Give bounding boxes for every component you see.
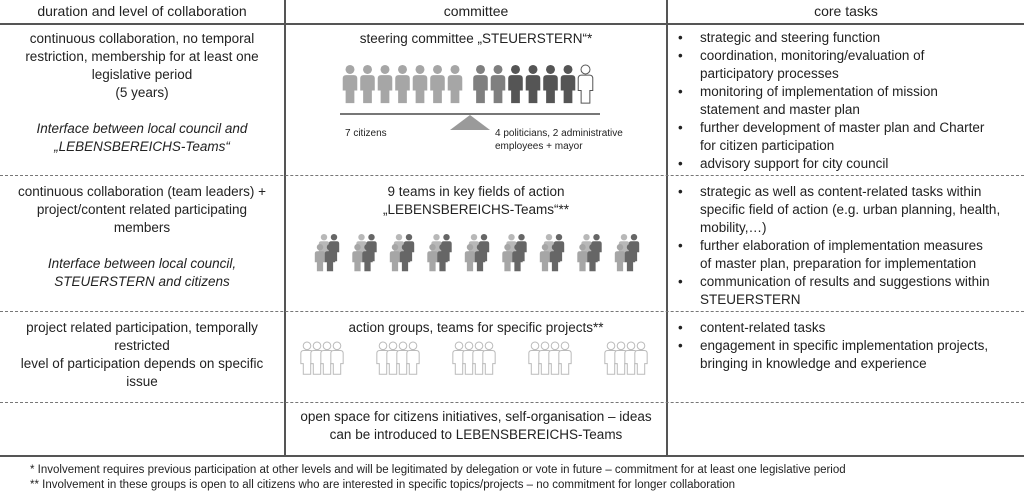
team-icon [352,234,376,271]
teams-row [315,234,639,271]
team-icon [605,342,647,374]
footnote-single-star: * Involvement requires previous participation at other levels and will be legitimated by delegation or vote in future – commitment for at least one legislative period [30,464,846,476]
groups-row [301,342,647,374]
row-divider-3 [0,402,1024,403]
task-item: • engagement in specific implementation projects, bringing in knowledge and experience [668,337,1024,373]
task-item: • strategic as well as content-related tasks within specific field of action (e.g. urban planning, health, mobility,…) [668,183,1024,237]
person-icon [395,65,410,103]
text-line: employees + mayor [495,141,583,152]
task-item: • advisory support for city council [668,155,1024,173]
text-line: open space for citizens initiatives, self-organisation – ideas [300,409,652,424]
team-icon [315,234,339,271]
task-item: • communication of results and suggestions within STEUERSTERN [668,273,1024,309]
team-icon [453,342,495,374]
text-line: level of participation depends on specific [20,356,264,371]
teams-illustration [310,232,650,274]
text-line: continuous collaboration, no temporal [29,31,255,46]
text-line: continuous collaboration (team leaders) + [17,184,267,199]
team-icon [529,342,571,374]
text-line: 4 politicians, 2 administrative [495,128,623,139]
row3-tasks [668,319,1024,373]
interface-note: Interface between local council, [47,256,237,271]
task-item: • coordination, monitoring/evaluation of participatory processes [668,47,1024,83]
text-line: can be introduced to LEBENSBEREICHS-Teams [329,427,623,442]
text-line: 9 teams in key fields of action [387,184,565,199]
table-bottom-rule [0,455,1024,457]
interface-note: „LEBENSBEREICHS-Teams“ [54,139,230,154]
team-icon [301,342,343,374]
citizens-label: 7 citizens [345,128,387,139]
text-line: legislative period [91,67,193,82]
person-icon [343,65,358,103]
action-groups-illustration [295,338,660,378]
person-icon [430,65,445,103]
text-line: (5 years) [115,85,169,100]
row1-committee-title: steering committee „STEUERSTERN“* [359,31,593,46]
team-icon [427,234,451,271]
person-icon [635,342,647,374]
person-icon [559,342,571,374]
person-icon [491,65,506,103]
text-line: issue [126,374,158,389]
steering-committee-illustration [330,60,620,136]
footnote-double-star: ** Involvement in these groups is open to all citizens who are interested in specific topics/projects – no commitment for longer collaboration [30,479,736,491]
person-icon [378,65,393,103]
header-core-tasks: core tasks [814,3,878,19]
row3-committee-title: action groups, teams for specific projects** [348,320,604,335]
column-divider-1 [284,0,286,455]
person-icon [561,65,576,103]
person-icon [526,65,541,103]
team-icon [577,234,601,271]
team-icon [465,234,489,271]
team-icon [377,342,419,374]
text-line: restriction, membership for at least one [25,49,259,64]
header-committee: committee [443,3,509,19]
text-line: „LEBENSBEREICHS-Teams“** [382,202,570,217]
team-icon [540,234,564,271]
task-item: • monitoring of implementation of mission statement and master plan [668,83,1024,119]
text-line: restricted [114,338,170,353]
interface-note: Interface between local council and [36,121,248,136]
person-icon [543,65,558,103]
person-icon [473,65,488,103]
row2-committee-title [286,183,666,219]
text-line: project related participation, temporally [26,320,258,335]
scale-icon [450,115,490,130]
team-icon [615,234,639,271]
person-icon [331,342,343,374]
task-item: • further elaboration of implementation measures of master plan, preparation for implementation [668,237,1024,273]
row3-duration [0,319,284,391]
header-duration: duration and level of collaboration [37,3,247,19]
row2-duration [0,183,284,291]
row1-tasks [668,29,1024,173]
person-icon [448,65,463,103]
interface-note: STEUERSTERN and citizens [54,274,230,289]
person-icon [578,65,593,103]
person-icon [508,65,523,103]
row1-duration [0,30,284,156]
task-item: • further development of master plan and Charter for citizen participation [668,119,1024,155]
row2-tasks [668,183,1024,309]
row4-committee [286,408,666,444]
scale-beam [340,113,600,115]
person-icon [360,65,375,103]
header-rule [0,23,1024,25]
text-line: members [113,220,171,235]
row-divider-2 [0,311,1024,312]
task-item: • content-related tasks [668,319,1024,337]
row-divider-1 [0,175,1024,176]
politicians-label [495,127,623,153]
footnotes [30,463,1020,493]
person-icon [407,342,419,374]
text-line: project/content related participating [36,202,248,217]
task-item: • strategic and steering function [668,29,1024,47]
team-icon [390,234,414,271]
people-row [343,65,593,103]
person-icon [413,65,428,103]
team-icon [502,234,526,271]
person-icon [483,342,495,374]
